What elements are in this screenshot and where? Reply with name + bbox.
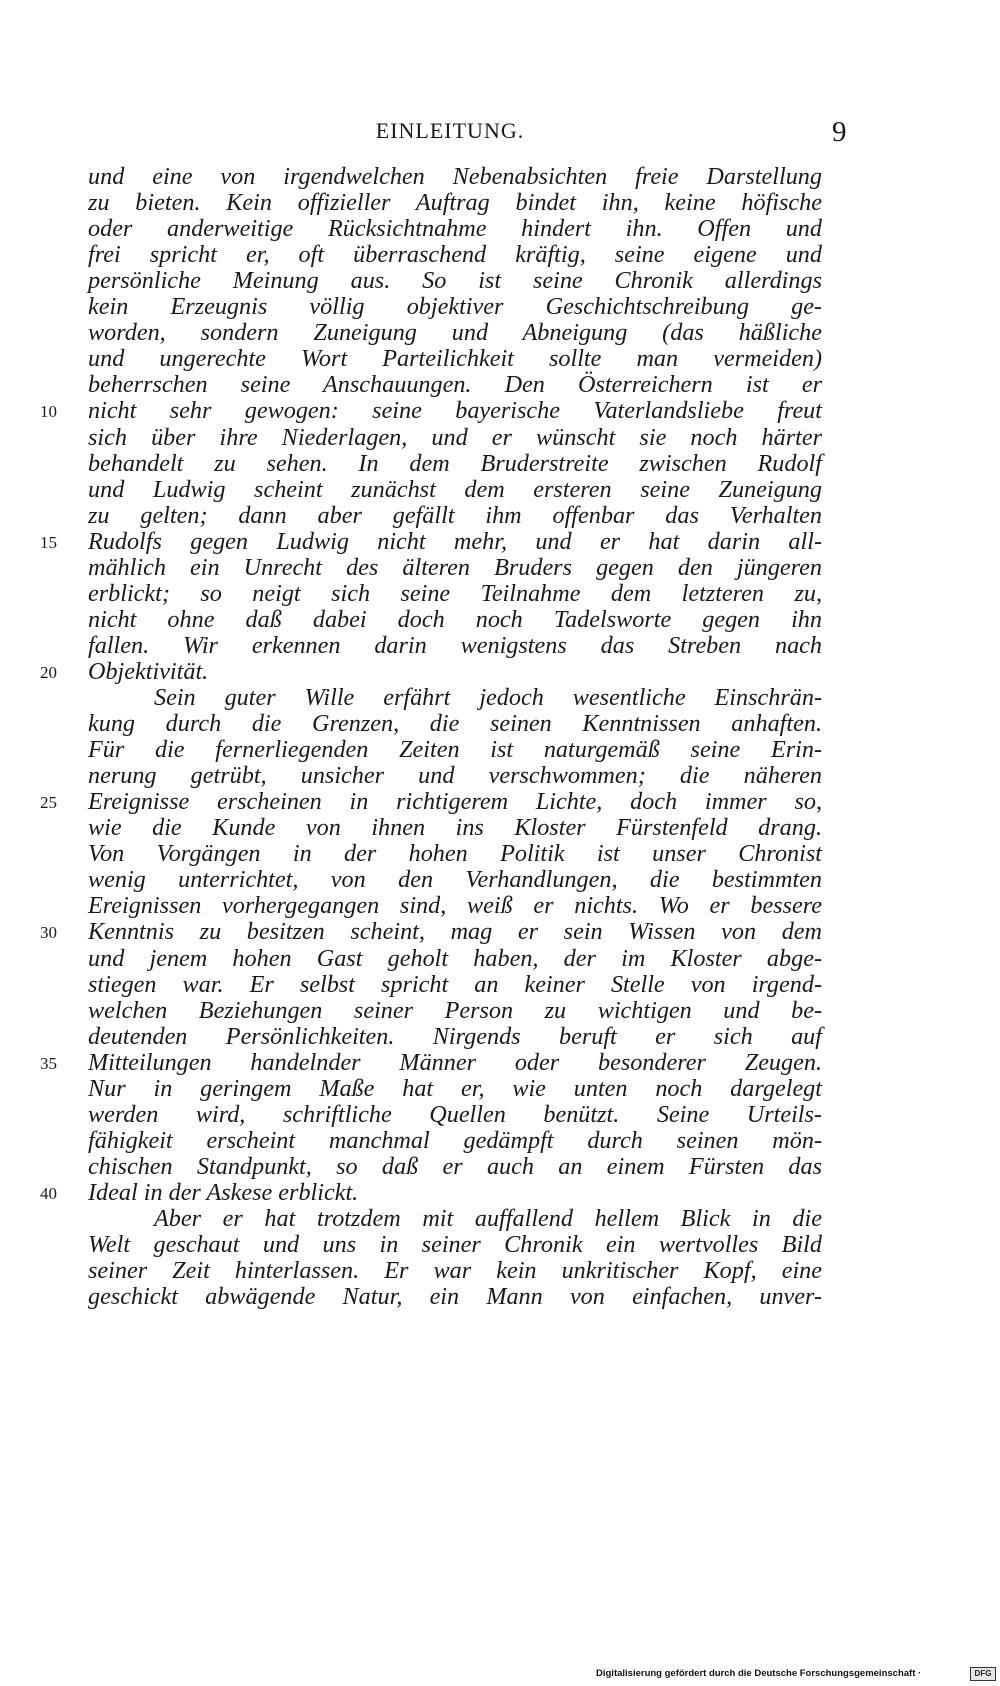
text-line: welchen Beziehungen seiner Person zu wichtigen und be-: [88, 996, 822, 1024]
text-line: Objektivität.: [88, 657, 209, 685]
text-line: nicht ohne daß dabei doch noch Tadelsworte gegen ihn: [88, 605, 822, 633]
text-line: worden, sondern Zuneigung und Abneigung (das häßliche: [88, 319, 822, 347]
line-number: 35: [40, 1053, 57, 1073]
text-line: Ideal in der Askese erblickt.: [88, 1178, 359, 1206]
text-line: Sein guter Wille erfährt jedoch wesentliche Einschrän-: [154, 684, 822, 711]
text-line: zu bieten. Kein offizieller Auftrag bindet ihn, keine höfische: [88, 189, 822, 217]
text-line: kein Erzeugnis völlig objektiver Geschichtschreibung ge-: [88, 293, 822, 321]
text-line: deutenden Persönlichkeiten. Nirgends beruft er sich auf: [88, 1022, 822, 1050]
text-line: sich über ihre Niederlagen, und er wünscht sie noch härter: [88, 423, 822, 451]
line-number: 40: [40, 1183, 57, 1203]
text-line: und eine von irgendwelchen Nebenabsichten freie Darstellung: [88, 163, 822, 190]
page-number: 9: [832, 116, 847, 148]
text-line: und jenem hohen Gast geholt haben, der im Kloster abge-: [88, 944, 822, 972]
text-line: chischen Standpunkt, so daß er auch an einem Fürsten das: [88, 1152, 822, 1180]
text-line: stiegen war. Er selbst spricht an keiner Stelle von irgend-: [88, 970, 822, 998]
text-line: fähigkeit erscheint manchmal gedämpft durch seinen mön-: [88, 1126, 822, 1154]
text-line: Von Vorgängen in der hohen Politik ist unser Chronist: [88, 840, 822, 868]
line-number: 15: [40, 532, 57, 552]
text-line: persönliche Meinung aus. So ist seine Chronik allerdings: [88, 267, 822, 295]
text-line: und ungerechte Wort Parteilichkeit sollte man vermeiden): [88, 345, 822, 373]
dfg-logo: DFG: [970, 1667, 996, 1681]
line-number: 20: [40, 662, 57, 682]
line-number: 25: [40, 793, 57, 813]
text-line: Aber er hat trotzdem mit auffallend hellem Blick in die: [154, 1205, 822, 1232]
text-line: nicht sehr gewogen: seine bayerische Vaterlandsliebe freut: [88, 397, 822, 425]
text-line: mählich ein Unrecht des älteren Bruders gegen den jüngeren: [88, 553, 822, 581]
text-line: Ereignisse erscheinen in richtigerem Lichte, doch immer so,: [88, 788, 822, 816]
text-line: Nur in geringem Maße hat er, wie unten noch dargelegt: [88, 1074, 822, 1102]
text-line: werden wird, schriftliche Quellen benützt. Seine Urteils-: [88, 1100, 822, 1128]
text-line: geschickt abwägende Natur, ein Mann von einfachen, unver-: [88, 1283, 822, 1311]
text-line: und Ludwig scheint zunächst dem ersteren seine Zuneigung: [88, 475, 822, 503]
text-line: erblickt; so neigt sich seine Teilnahme dem letzteren zu,: [88, 579, 822, 607]
line-number: 30: [40, 923, 57, 943]
running-header: EINLEITUNG.: [375, 118, 525, 143]
text-line: frei spricht er, oft überraschend kräftig, seine eigene und: [88, 241, 822, 269]
text-line: Kenntnis zu besitzen scheint, mag er sein Wissen von dem: [88, 918, 822, 946]
text-line: Für die fernerliegenden Zeiten ist naturgemäß seine Erin-: [88, 736, 822, 764]
line-number: 10: [40, 402, 57, 422]
text-line: seiner Zeit hinterlassen. Er war kein unkritischer Kopf, eine: [88, 1257, 822, 1285]
text-line: beherrschen seine Anschauungen. Den Österreichern ist er: [88, 371, 822, 399]
text-line: fallen. Wir erkennen darin wenigstens das Streben nach: [88, 631, 822, 659]
text-line: Mitteilungen handelnder Männer oder besonderer Zeugen.: [88, 1048, 822, 1076]
text-line: nerung getrübt, unsicher und verschwommen; die näheren: [88, 762, 822, 790]
text-line: oder anderweitige Rücksichtnahme hindert ihn. Offen und: [88, 215, 822, 243]
text-line: wie die Kunde von ihnen ins Kloster Fürstenfeld drang.: [88, 814, 822, 842]
text-line: wenig unterrichtet, von den Verhandlungen, die bestimmten: [88, 866, 822, 894]
text-line: behandelt zu sehen. In dem Bruderstreite zwischen Rudolf: [88, 449, 822, 477]
text-line: zu gelten; dann aber gefällt ihm offenbar das Verhalten: [88, 501, 822, 529]
digitization-credit: Digitalisierung gefördert durch die Deutsche Forschungsgemeinschaft ·: [596, 1668, 922, 1679]
text-line: Rudolfs gegen Ludwig nicht mehr, und er hat darin all-: [88, 527, 822, 555]
text-line: kung durch die Grenzen, die seinen Kenntnissen anhaften.: [88, 710, 822, 738]
text-line: Welt geschaut und uns in seiner Chronik ein wertvolles Bild: [88, 1231, 822, 1259]
text-line: Ereignissen vorhergegangen sind, weiß er nichts. Wo er bessere: [88, 892, 822, 920]
